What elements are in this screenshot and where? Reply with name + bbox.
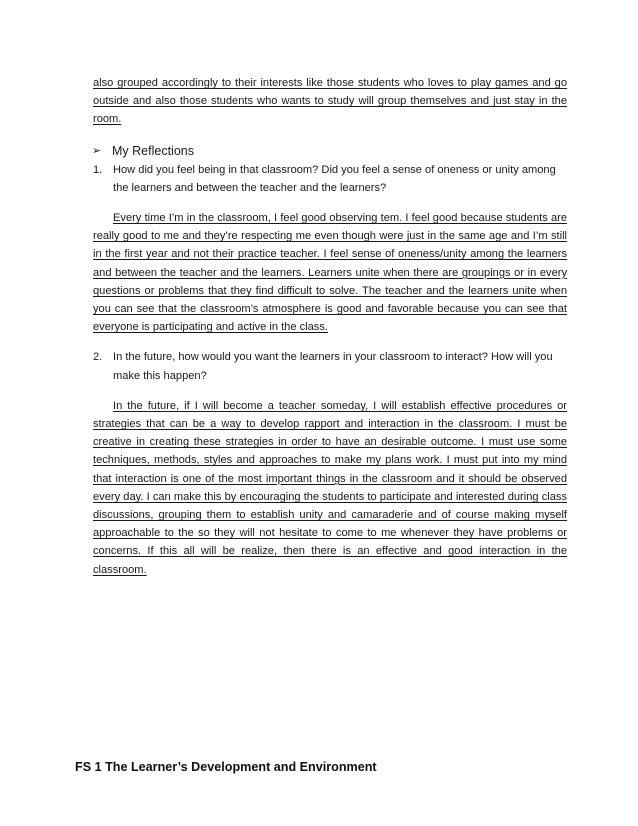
- answer-2: In the future, if I will become a teacher someday, I will establish effective procedures or strategies that can be a way to develop rapport and interaction in the classroom. I must be creative in creating these strategies in order to have an desirable outcome. I must use some techniques, methods, styles and approaches to make my plans work. I must put into my mind that interaction is one of the most important things in the classroom and it should be observed every day. I can make this by encouraging the students to participate and interested during class discussions, grouping them to establish unity and camaraderie and of course making myself approachable to the so they will not hesitate to come to me whenever they have problems or concerns. If this all will be realize, then there is an effective and good interaction in the classroom.: [93, 399, 567, 576]
- question-number: 2.: [93, 351, 103, 364]
- question-text: In the future, how would you want the learners in your classroom to interact? How will you make this happen?: [113, 351, 553, 382]
- page-footer: FS 1 The Learner’s Development and Environment: [75, 760, 377, 774]
- reflections-title: My Reflections: [112, 143, 194, 158]
- question-2: [93, 348, 567, 384]
- question-number: 1.: [93, 163, 103, 176]
- reflections-heading: [92, 141, 567, 161]
- arrow-bullet-icon: ➢: [92, 144, 102, 157]
- question-1: [93, 161, 567, 197]
- page-content: [93, 74, 567, 579]
- intro-paragraph: also grouped accordingly to their interests like those students who loves to play games and go outside and also those students who wants to study will group themselves and just stay in the room.: [93, 77, 567, 126]
- question-text: How did you feel being in that classroom? Did you feel a sense of oneness or unity among the learners and between the teacher and the learners?: [113, 163, 556, 194]
- answer-1: Every time I’m in the classroom, I feel good observing tem. I feel good because students are really good to me and they’re respecting me even though were just in the same age and I’m still in the first year and not their practice teacher. I feel sense of oneness/unity among the learners and between the teacher and the learners. Learners unite when there are groupings or in every questions or problems that they find difficult to solve. The teacher and the learners unite when you can see that the classroom’s atmosphere is good and favorable because you can see that everyone is participating and active in the class.: [93, 212, 567, 334]
